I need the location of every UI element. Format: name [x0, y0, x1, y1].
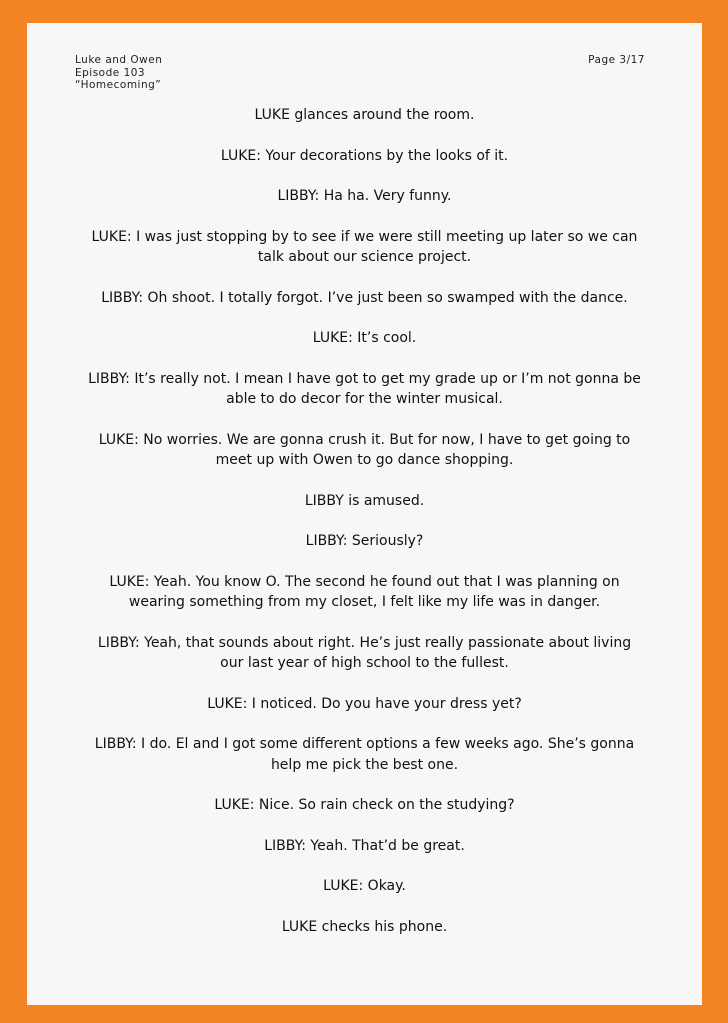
script-line: LIBBY: It’s really not. I mean I have got to get my grade up or I’m not gonna be able to do decor for the winter musical.	[88, 370, 641, 408]
script-line: LUKE: I noticed. Do you have your dress yet?	[207, 695, 522, 712]
script-page	[27, 23, 702, 1005]
script-line: LUKE: Nice. So rain check on the studying?	[214, 797, 515, 814]
page-number: Page 3/17	[588, 54, 645, 66]
episode-title: “Homecoming”	[75, 79, 162, 91]
script-line: LIBBY: I do. El and I got some different options a few weeks ago. She’s gonna help me pick the best one.	[94, 736, 635, 773]
script-line: LIBBY: Seriously?	[305, 533, 424, 550]
script-line: LUKE: It’s cool.	[312, 330, 417, 347]
script-line: LIBBY: Yeah. That’d be great.	[264, 837, 465, 854]
episode-number: Episode 103	[75, 66, 146, 79]
show-title: Luke and Owen	[75, 54, 163, 66]
script-line: LUKE: I was just stopping by to see if we were still meeting up later so we can talk about our science project.	[91, 228, 638, 266]
script-line: LIBBY: Oh shoot. I totally forgot. I’ve just been so swamped with the dance.	[101, 289, 628, 306]
script-line: LUKE glances around the room.	[254, 107, 475, 123]
script-line: LUKE checks his phone.	[281, 918, 448, 935]
script-line: LUKE: No worries. We are gonna crush it. But for now, I have to get going to meet up with Owen to go dance shopping.	[98, 431, 631, 469]
script-line: LIBBY: Yeah, that sounds about right. He’s just really passionate about living our last year of high school to the fullest.	[97, 634, 632, 672]
script-line: LUKE: Yeah. You know O. The second he found out that I was planning on wearing something from my closet, I felt like my life was in danger.	[109, 573, 620, 611]
script-line: LUKE: Your decorations by the looks of it.	[220, 147, 509, 164]
script-body	[87, 105, 642, 957]
script-header	[75, 54, 162, 92]
script-line: LIBBY: Ha ha. Very funny.	[277, 188, 452, 205]
script-line: LUKE: Okay.	[323, 878, 406, 895]
script-line: LIBBY is amused.	[304, 492, 425, 509]
